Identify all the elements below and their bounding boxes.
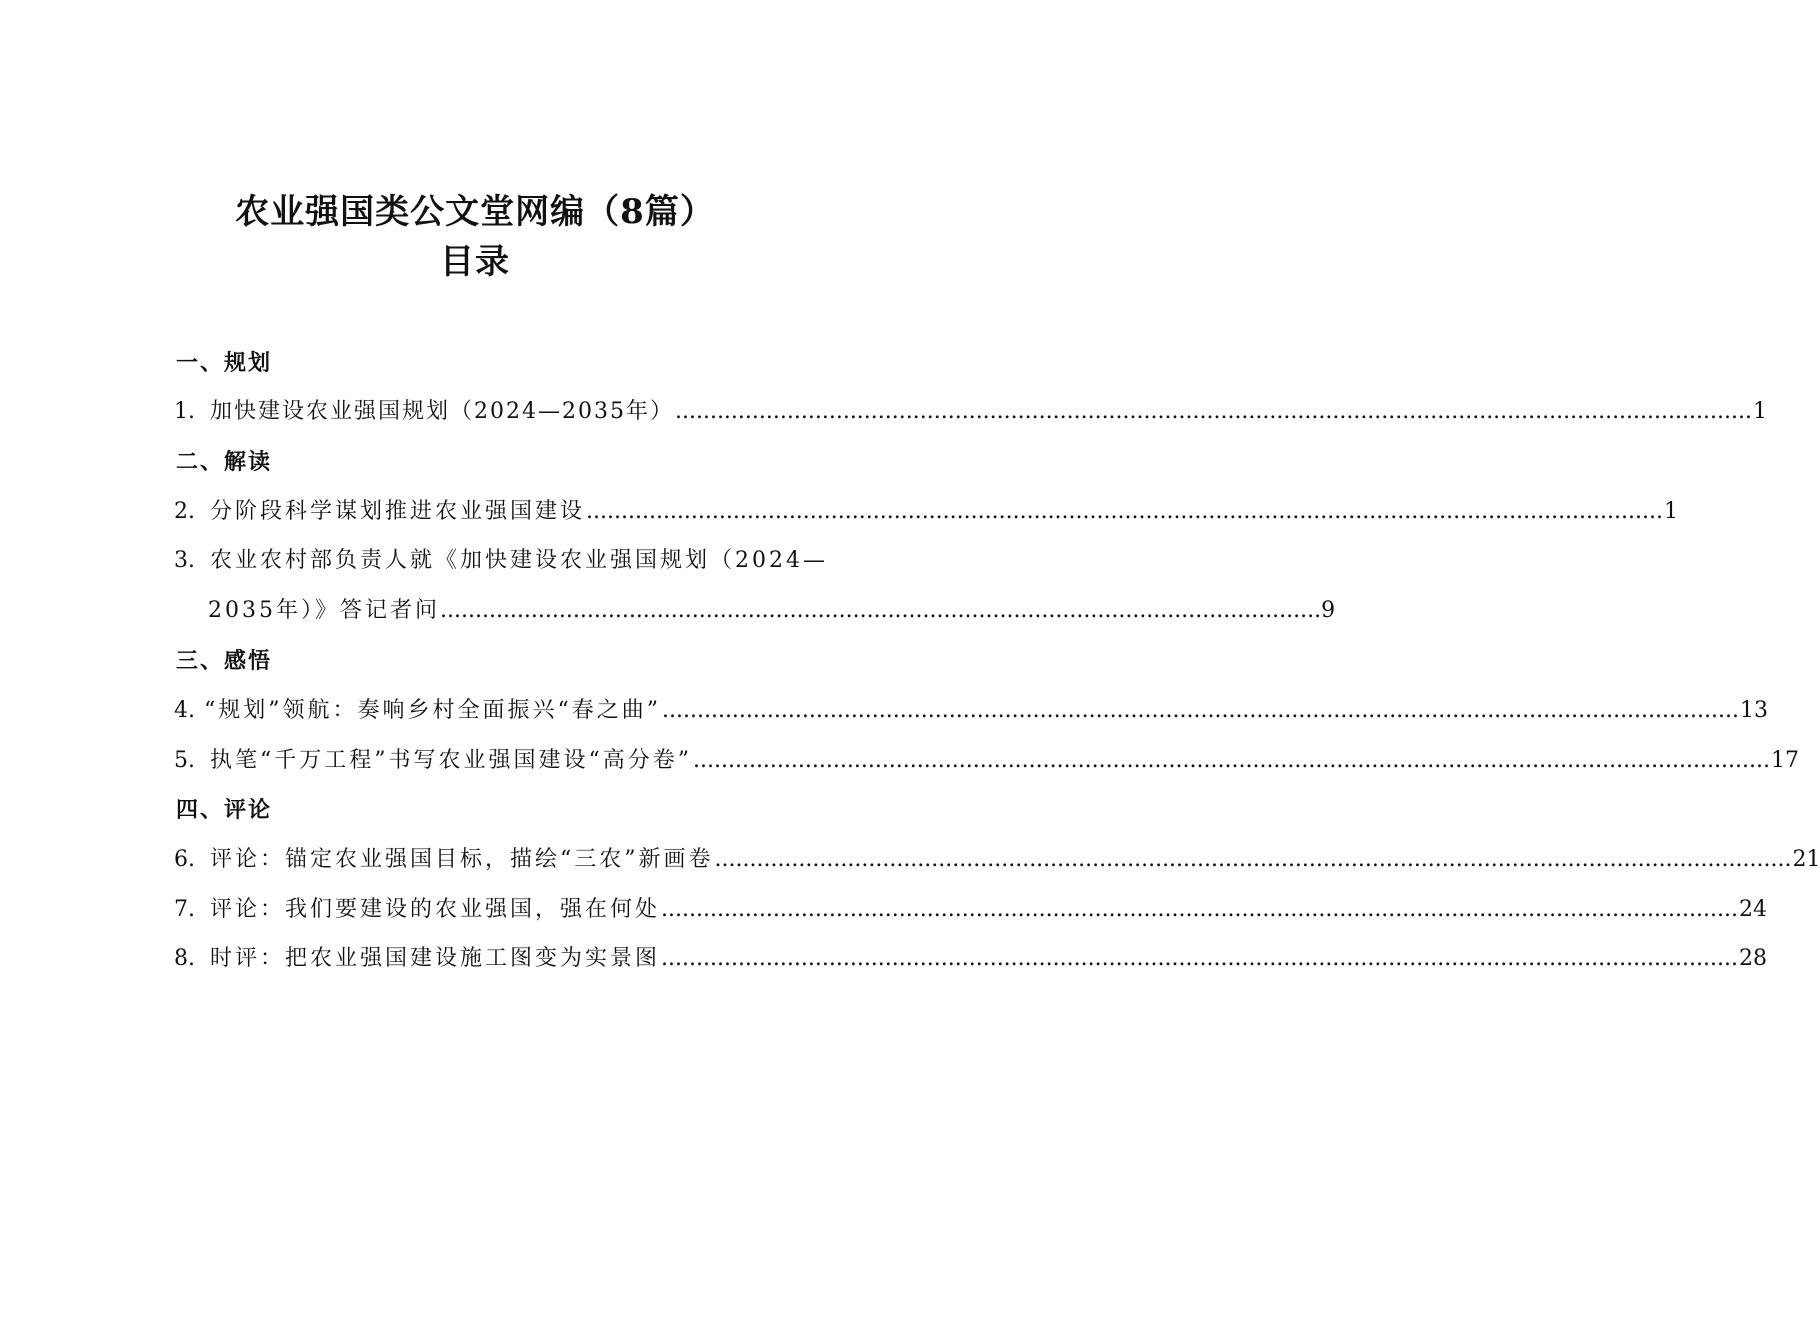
toc-entry-number: 6. bbox=[174, 847, 195, 872]
toc-leader-dots bbox=[675, 397, 1752, 427]
toc-entry-number: 5. bbox=[174, 748, 195, 773]
toc-entry-title: “规划”领航：奏响乡村全面振兴“春之曲” bbox=[204, 698, 661, 723]
toc-entry-8[interactable] bbox=[174, 944, 1767, 974]
toc-entry-1[interactable] bbox=[174, 397, 1767, 427]
toc-entry-number: 7. bbox=[174, 897, 195, 922]
toc-entry-page: 21 bbox=[1792, 847, 1820, 872]
toc-leader-dots bbox=[715, 845, 1792, 875]
toc-leader-dots bbox=[662, 696, 1739, 726]
toc-entry-number: 8. bbox=[174, 946, 195, 971]
toc-entry-number: 2. bbox=[174, 499, 195, 524]
toc-entry-7[interactable] bbox=[174, 895, 1767, 925]
section-heading-commentary: 四、评论 bbox=[176, 797, 273, 823]
toc-heading: 目录 bbox=[440, 242, 510, 282]
toc-entry-title-continued: 2035年）》答记者问 bbox=[208, 598, 440, 623]
toc-leader-dots bbox=[586, 497, 1663, 527]
toc-entry-3-continuation[interactable] bbox=[208, 596, 1336, 626]
section-heading-reflections: 三、感悟 bbox=[176, 648, 273, 674]
toc-entry-3[interactable] bbox=[174, 546, 834, 576]
toc-entry-5[interactable] bbox=[174, 746, 1799, 776]
toc-entry-page: 9 bbox=[1321, 598, 1336, 623]
toc-entry-2[interactable] bbox=[174, 497, 1678, 527]
toc-entry-page: 1 bbox=[1663, 499, 1678, 524]
toc-entry-title: 评论：锚定农业强国目标，描绘“三农”新画卷 bbox=[210, 847, 714, 872]
toc-entry-title: 执笔“千万工程”书写农业强国建设“高分卷” bbox=[210, 748, 692, 773]
toc-leader-dots bbox=[693, 746, 1770, 776]
toc-entry-number: 4. bbox=[174, 698, 195, 723]
toc-entry-title: 加快建设农业强国规划（2024—2035年） bbox=[210, 399, 674, 424]
toc-entry-title: 评论：我们要建设的农业强国，强在何处 bbox=[210, 897, 661, 922]
toc-entry-page: 24 bbox=[1738, 897, 1767, 922]
toc-entry-6[interactable] bbox=[174, 845, 1820, 875]
toc-entry-title: 农业农村部负责人就《加快建设农业强国规划（2024— bbox=[210, 548, 828, 573]
toc-entry-4[interactable] bbox=[174, 696, 1768, 726]
section-heading-planning: 一、规划 bbox=[176, 350, 273, 376]
toc-leader-dots: .............................................................................................................................. bbox=[440, 598, 1322, 623]
toc-entry-title: 分阶段科学谋划推进农业强国建设 bbox=[210, 499, 586, 524]
section-heading-interpretation: 二、解读 bbox=[176, 449, 273, 475]
toc-leader-dots bbox=[661, 944, 1738, 974]
toc-entry-number: 1. bbox=[174, 399, 195, 424]
toc-entry-page: 13 bbox=[1739, 698, 1768, 723]
toc-entry-number: 3. bbox=[174, 548, 195, 573]
toc-entry-title: 时评：把农业强国建设施工图变为实景图 bbox=[210, 946, 661, 971]
document-title: 农业强国类公文堂网编（8篇） bbox=[235, 192, 715, 232]
toc-entry-page: 28 bbox=[1738, 946, 1767, 971]
toc-entry-page: 1 bbox=[1752, 399, 1767, 424]
toc-leader-dots bbox=[661, 895, 1738, 925]
toc-entry-page: 17 bbox=[1770, 748, 1799, 773]
